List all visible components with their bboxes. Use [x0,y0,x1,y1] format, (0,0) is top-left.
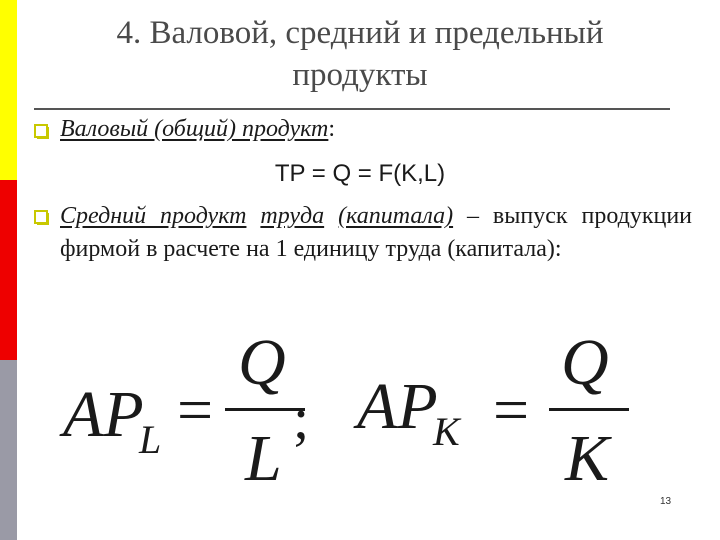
page-number: 13 [660,496,672,507]
colon: : [328,116,336,142]
ap-symbol-labor: AP [63,378,144,451]
bullet-total-product [60,114,335,144]
bullet-average-product [60,200,692,266]
denominator-l: L [245,422,282,495]
fraction-bar-2 [549,408,629,411]
term-average-product: Средний продукт [60,203,247,229]
subscript-l: L [139,417,162,462]
term-labor: труда [260,203,325,229]
semicolon: ; [293,386,310,451]
sidebar-color-bar [0,0,17,540]
average-product-formula [55,326,655,500]
bullet-square-icon [34,124,48,138]
tp-formula: TP = Q = F(K,L) [274,160,446,187]
title-divider [34,108,670,110]
term-total-product: Валовый (общий) продукт [60,116,329,142]
title-line-1: 4. Валовой, средний и предельный [116,15,604,51]
equals-sign-1: = [177,374,214,445]
sidebar-segment-gray [0,360,17,540]
slide-title [40,12,680,96]
title-line-2: продукты [292,57,428,93]
numerator-q-1: Q [238,326,286,399]
bullet-square-icon [34,210,48,224]
subscript-k: K [433,409,460,454]
term-capital: (капитала) [338,203,454,229]
numerator-q-2: Q [561,326,609,399]
equals-sign-2: = [493,374,530,445]
denominator-k: K [565,422,610,495]
ap-symbol-capital: AP [357,370,438,443]
sidebar-segment-yellow [0,0,17,180]
definition-text: – выпуск продукции фирмой в расчете на 1 единицу труда (капитала): [60,203,693,262]
sidebar-segment-red [0,180,17,360]
